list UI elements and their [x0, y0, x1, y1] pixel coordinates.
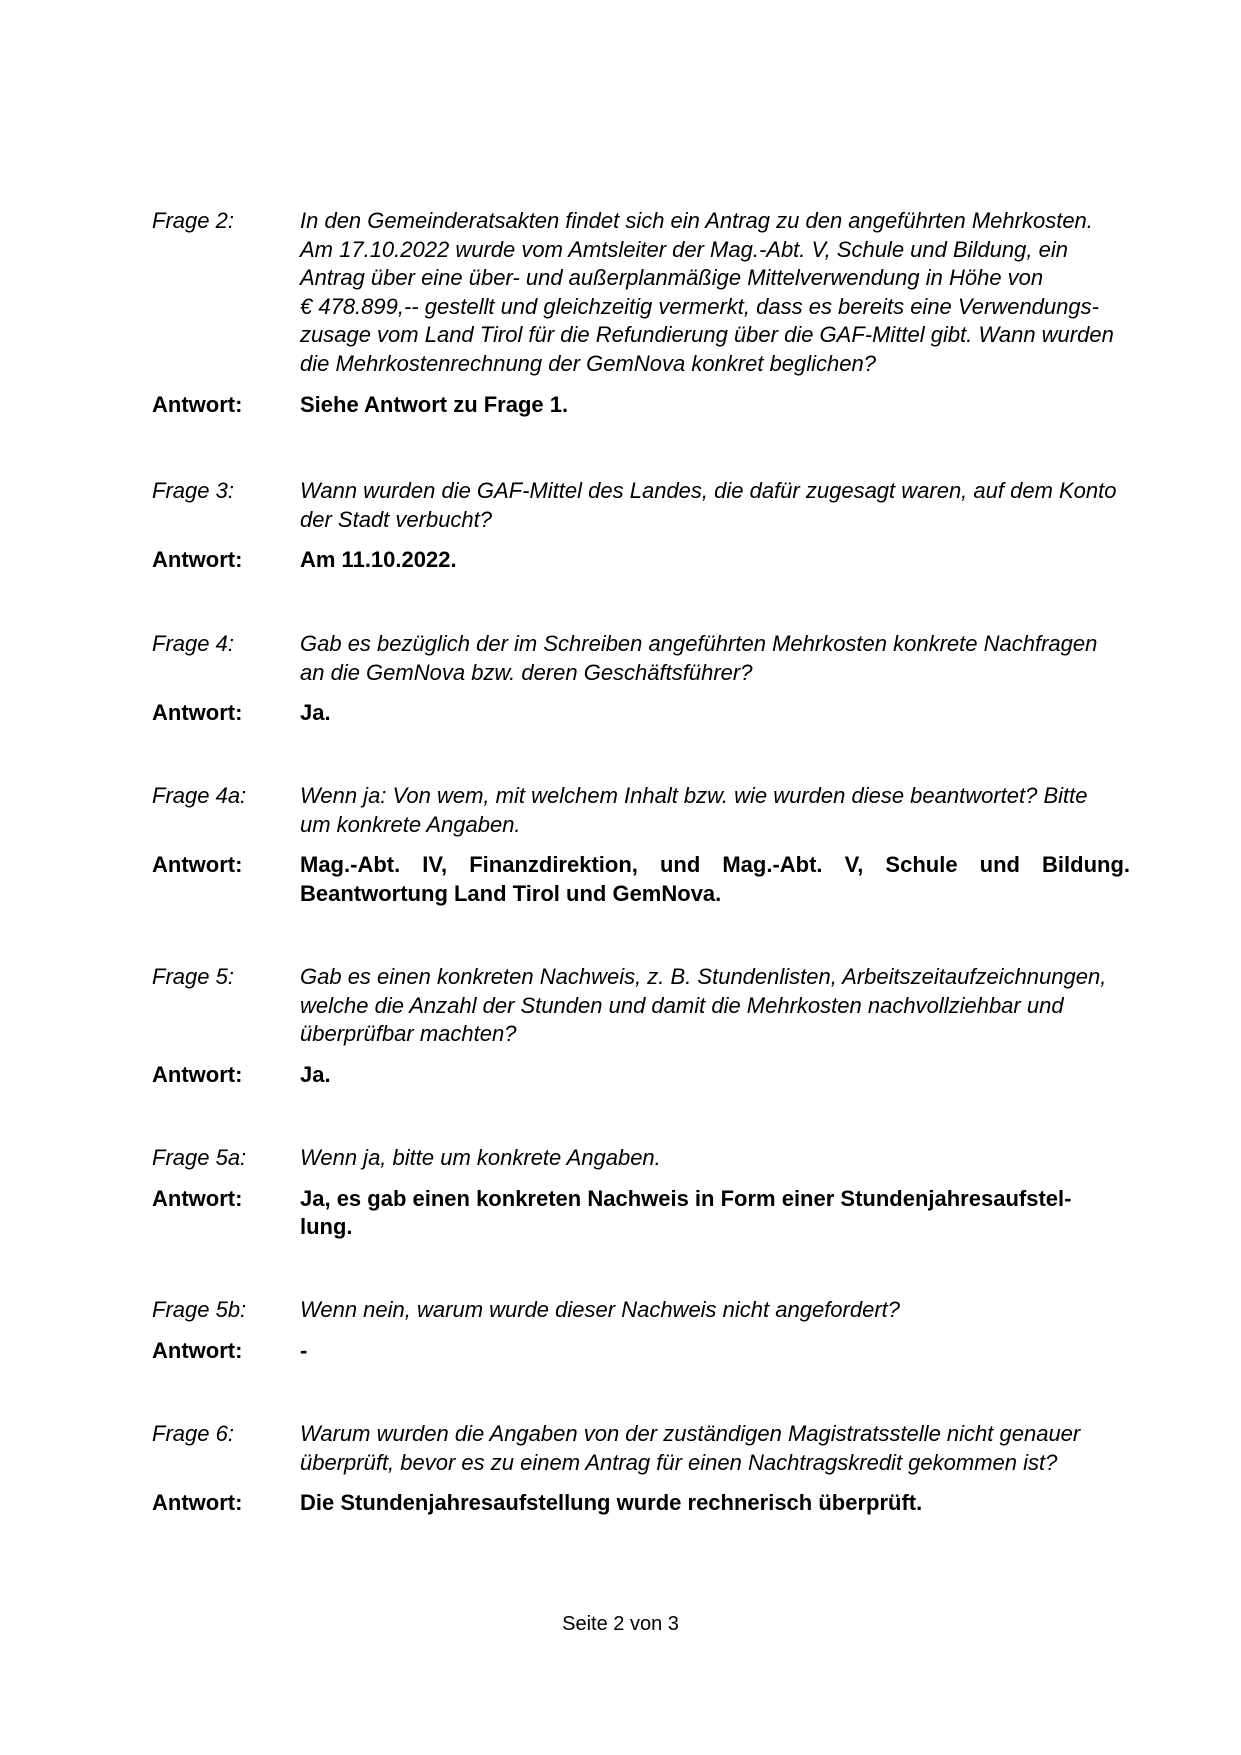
question-line: Wenn ja: Von wem, mit welchem Inhalt bzw. wie wurden diese beantwortet? Bitte: [300, 783, 1088, 808]
answer-line: Beantwortung Land Tirol und GemNova.: [300, 880, 722, 906]
answer-row: [152, 851, 1130, 908]
question-line: die Mehrkostenrechnung der GemNova konkret beglichen?: [300, 350, 876, 376]
question-line: € 478.899,-- gestellt und gleichzeitig vermerkt, dass es bereits eine Verwendungs-: [300, 293, 1099, 319]
question-line: Gab es einen konkreten Nachweis, z. B. Stundenlisten, Arbeitszeitaufzeichnungen,: [300, 964, 1107, 989]
question-row: [152, 963, 1130, 1049]
answer-text: [300, 1185, 1130, 1242]
answer-row: [152, 1185, 1130, 1242]
answer-text: [300, 1337, 1130, 1366]
answer-text: [300, 699, 1130, 728]
question-line: Wenn ja, bitte um konkrete Angaben.: [300, 1145, 661, 1170]
question-line: Gab es bezüglich der im Schreiben angeführten Mehrkosten konkrete Nachfragen: [300, 631, 1098, 656]
question-row: [152, 207, 1130, 379]
answer-label: Antwort:: [152, 852, 243, 878]
question-line: In den Gemeinderatsakten findet sich ein Antrag zu den angeführten Mehrkosten.: [300, 208, 1093, 233]
answer-line: Die Stundenjahresaufstellung wurde rechnerisch überprüft.: [300, 1490, 923, 1516]
answer-text: [300, 391, 1130, 420]
question-line: der Stadt verbucht?: [300, 506, 493, 532]
question-row: [152, 1420, 1130, 1477]
answer-line: Ja.: [300, 700, 331, 726]
question-text: [300, 1296, 1130, 1325]
question-line: zusage vom Land Tirol für die Refundierung über die GAF-Mittel gibt. Wann wurden: [300, 322, 1114, 348]
answer-row: [152, 699, 1130, 728]
answer-label: Antwort:: [152, 391, 243, 417]
question-line: um konkrete Angaben.: [300, 811, 521, 837]
qa-block-frage-5a: [152, 1144, 1130, 1242]
answer-line: Mag.-Abt. IV, Finanzdirektion, und Mag.-Abt. V, Schule und Bildung.: [300, 852, 1130, 878]
answer-label: Antwort:: [152, 547, 243, 573]
answer-label: Antwort:: [152, 1337, 243, 1363]
question-text: [300, 782, 1130, 839]
qa-block-frage-5: [152, 963, 1130, 1089]
question-row: [152, 1296, 1130, 1325]
question-row: [152, 1144, 1130, 1173]
qa-block-frage-3: [152, 477, 1130, 575]
question-line: Wenn nein, warum wurde dieser Nachweis nicht angefordert?: [300, 1297, 901, 1322]
qa-block-frage-6: [152, 1420, 1130, 1518]
answer-row: [152, 546, 1130, 575]
answer-row: [152, 1337, 1130, 1366]
answer-line: Siehe Antwort zu Frage 1.: [300, 391, 569, 417]
question-line: an die GemNova bzw. deren Geschäftsführer?: [300, 659, 753, 685]
answer-text: [300, 1061, 1130, 1090]
question-row: [152, 782, 1130, 839]
answer-label: Antwort:: [152, 1490, 243, 1516]
answer-line: Ja, es gab einen konkreten Nachweis in Form einer Stundenjahresaufstel-: [300, 1185, 1072, 1211]
qa-block-frage-2: [152, 207, 1130, 419]
question-text: [300, 1144, 1130, 1173]
question-label: Frage 5a:: [152, 1145, 247, 1170]
answer-text: [300, 1489, 1130, 1518]
answer-line: Ja.: [300, 1061, 331, 1087]
answer-row: [152, 1489, 1130, 1518]
question-line: welche die Anzahl der Stunden und damit die Mehrkosten nachvollziehbar und: [300, 992, 1064, 1018]
answer-text: [300, 546, 1130, 575]
answer-label: Antwort:: [152, 1185, 243, 1211]
qa-block-frage-5b: [152, 1296, 1130, 1365]
question-text: [300, 1420, 1130, 1477]
question-text: [300, 207, 1130, 379]
question-label: Frage 4a:: [152, 783, 247, 808]
answer-text: [300, 851, 1130, 908]
answer-row: [152, 1061, 1130, 1090]
answer-row: [152, 391, 1130, 420]
answer-label: Antwort:: [152, 700, 243, 726]
answer-line: Am 11.10.2022.: [300, 547, 457, 573]
question-label: Frage 2:: [152, 208, 234, 233]
answer-line: -: [300, 1337, 308, 1363]
question-row: [152, 477, 1130, 534]
question-text: [300, 963, 1130, 1049]
question-label: Frage 5:: [152, 964, 234, 989]
question-line: überprüfbar machten?: [300, 1021, 517, 1047]
question-label: Frage 5b:: [152, 1297, 247, 1322]
qa-block-frage-4: [152, 630, 1130, 728]
page-number: Seite 2 von 3: [562, 1613, 679, 1635]
question-label: Frage 3:: [152, 478, 234, 503]
question-line: Wann wurden die GAF-Mittel des Landes, die dafür zugesagt waren, auf dem Konto: [300, 478, 1117, 503]
answer-label: Antwort:: [152, 1061, 243, 1087]
question-line: Antrag über eine über- und außerplanmäßige Mittelverwendung in Höhe von: [300, 265, 1044, 291]
question-line: Am 17.10.2022 wurde vom Amtsleiter der Mag.-Abt. V, Schule und Bildung, ein: [300, 236, 1068, 262]
question-line: überprüft, bevor es zu einem Antrag für einen Nachtragskredit gekommen ist?: [300, 1449, 1058, 1475]
question-label: Frage 6:: [152, 1421, 234, 1446]
qa-block-frage-4a: [152, 782, 1130, 908]
question-text: [300, 630, 1130, 687]
question-text: [300, 477, 1130, 534]
question-label: Frage 4:: [152, 631, 234, 656]
question-row: [152, 630, 1130, 687]
answer-line: lung.: [300, 1214, 353, 1240]
question-line: Warum wurden die Angaben von der zuständigen Magistratsstelle nicht genauer: [300, 1421, 1081, 1446]
